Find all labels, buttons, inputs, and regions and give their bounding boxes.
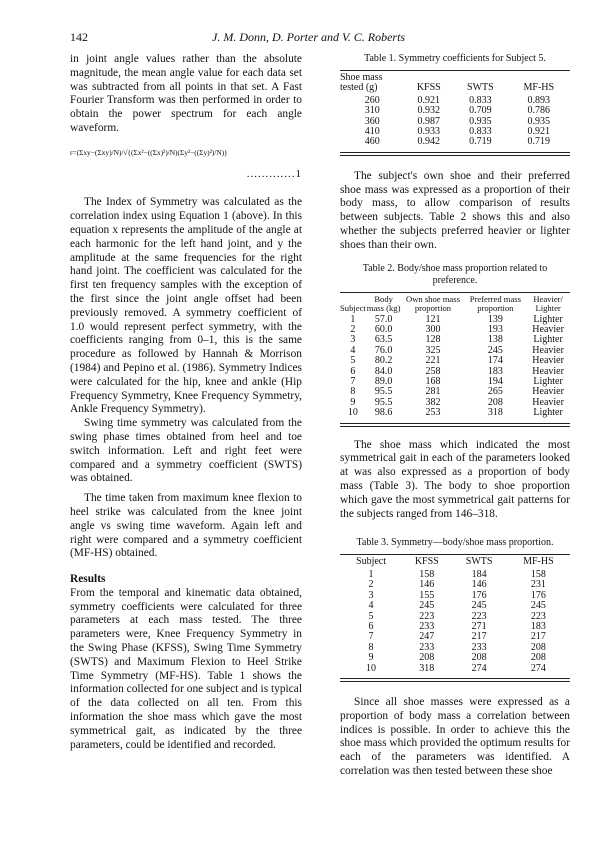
table-cell: 63.5	[374, 334, 393, 346]
table-cell: Lighter	[533, 407, 563, 419]
table-cell: Heavier	[532, 365, 564, 377]
table-cell: 95.5	[374, 396, 393, 408]
table-cell: 3	[368, 589, 374, 601]
table-cell: 0.942	[417, 136, 441, 148]
table-cell: 258	[425, 365, 441, 377]
table-cell: 146	[471, 579, 487, 591]
table-1	[340, 53, 570, 156]
table-cell: 460	[364, 136, 380, 148]
table-header: KFSS	[414, 556, 439, 568]
table-cell: 208	[530, 641, 546, 653]
table-cell: 245	[471, 600, 487, 612]
table-cell: 310	[364, 105, 380, 117]
table-header: Shoe mass tested (g)	[340, 72, 383, 94]
paragraph: From the temporal and kinematic data obtained, symmetry coefficients were calculated for three parameters at each mass tested. The three parameters were, Knee Frequency Symmetry in the Swing Phase (KFSS), Swing Time Symmetry (SWTS) and Maximum Flexion to Heel Strike Time Symmetry (MF-HS). Table 1 shows the information collected for one subject and is typical of the data collected on all ten. From this information the shoe mass which gave the most symmetrical gait, as indicated by the three parameters, could be identified and recorded.	[70, 586, 302, 751]
table-header: MF-HS	[523, 556, 554, 568]
table-cell: 184	[471, 568, 487, 580]
table-cell: 0.933	[417, 126, 441, 138]
paragraph: Since all shoe masses were expressed as a proportion of body mass a correlation between indices is possible. In order to achieve this the shoe mass which provided the optimum results for each of the parameters was identified. A correlation was then tested between these shoe	[340, 695, 570, 777]
table-cell: 382	[425, 396, 441, 408]
table-row	[340, 408, 570, 418]
table-cell: 158	[419, 568, 435, 580]
table-header: Own shoe mass proportion	[405, 293, 460, 313]
table-cell: 84.0	[374, 365, 393, 377]
table-cell: 0.719	[527, 136, 551, 148]
table-header: Preferred mass proportion	[469, 293, 521, 313]
table-caption: Table 3. Symmetry—body/shoe mass proportion.	[356, 537, 554, 549]
table-cell: 158	[530, 568, 546, 580]
table-cell: 325	[425, 344, 441, 356]
table-cell: 0.786	[527, 105, 551, 117]
table-cell: Heavier	[532, 324, 564, 336]
equation-1: r=(Σxy−(Σxy)/N)/√{(Σx²−((Σx)²)/N)(Σy²−((Σy)²)/N)}	[70, 147, 228, 157]
table-cell: 8	[368, 641, 374, 653]
table-cell: 0.833	[469, 126, 492, 138]
table-cell: 0.921	[527, 126, 551, 138]
table-cell: 139	[487, 313, 503, 325]
table-cell: 233	[419, 641, 435, 653]
table-3	[340, 537, 570, 681]
table-cell: 183	[487, 365, 503, 377]
table-cell: 176	[471, 589, 487, 601]
table-cell: 233	[419, 620, 435, 632]
table-header: Subject	[356, 556, 387, 568]
table-cell: 138	[487, 334, 503, 346]
paragraph: The time taken from maximum knee flexion to heel strike was calculated from the knee joint angle vs swing time waveform. Again left and right were compared and a symmetry coefficient (MF-HS) obtained.	[70, 492, 302, 560]
table-header: MF-HS	[523, 82, 555, 94]
table-cell: 0.921	[417, 94, 441, 106]
table-cell: 174	[487, 355, 503, 367]
table-cell: 223	[419, 610, 435, 622]
table-cell: 1	[350, 313, 356, 325]
table-cell: 7	[368, 631, 374, 643]
table-cell: 208	[471, 652, 487, 664]
table-cell: 0.935	[469, 115, 492, 127]
table-2	[340, 263, 570, 427]
table-cell: 231	[530, 579, 546, 591]
table-cell: 0.709	[469, 105, 492, 117]
table-cell: 6	[350, 365, 356, 377]
table-cell: 221	[425, 355, 441, 367]
table-cell: 318	[419, 662, 435, 674]
table-cell: 10	[366, 662, 377, 674]
table-cell: 10	[347, 407, 358, 419]
table-cell: 5	[350, 355, 356, 367]
equation-number: .............1	[246, 167, 302, 180]
table-cell: 0.719	[469, 136, 492, 148]
table-cell: 247	[419, 631, 435, 643]
table-cell: 300	[425, 324, 441, 336]
table-cell: 233	[471, 641, 487, 653]
paragraph: The subject's own shoe and their preferred shoe mass was expressed as a proportion of their body mass, to allow comparison of results between subjects. Table 2 shows this and also whether the subjects preferred heavier or lighter shoes than their own.	[340, 169, 570, 251]
table-cell: 146	[419, 579, 435, 591]
table-cell: 318	[487, 407, 503, 419]
table-caption: Table 1. Symmetry coefficients for Subject 5.	[364, 53, 546, 64]
table-cell: 245	[419, 600, 435, 612]
table-cell: Lighter	[533, 376, 563, 388]
table-cell: 3	[350, 334, 356, 346]
table-cell: 217	[530, 631, 546, 643]
paragraph: The Index of Symmetry was calculated as the correlation index using Equation 1 (above). In this equation x represents the amplitude of the angle at each harmonic for the left hand joint, and y the amplitude at the same frequencies for the right hand joint. The coefficient was calculated for the first ten frequency samples with the exception of the first since the joint angle offset had been previously removed. A symmetry coefficient of 1.0 would represent perfect symmetry, with the coefficients ranging from 0–1, this is the same procedure as followed by Hannah & Morrison (1984) and Pepino et al. (1986). Symmetry Indices were calculated for the hip, knee and ankle (Hip Frequency Symmetry, Knee Frequency Symmetry, Ankle Frequency Symmetry).	[70, 196, 302, 416]
table-header: SWTS	[467, 82, 494, 94]
table-cell: 223	[471, 610, 487, 622]
table-cell: 80.2	[374, 355, 393, 367]
table-3-grid	[340, 555, 570, 673]
table-cell: 4	[368, 600, 374, 612]
table-cell: 9	[350, 396, 356, 408]
table-cell: 193	[487, 324, 503, 336]
table-2-grid	[340, 293, 570, 419]
table-cell: 183	[530, 620, 546, 632]
paragraph: in joint angle values rather than the absolute magnitude, the mean angle value for each data set was subtracted from all points in that set. A Fast Fourier Transform was then performed in order to obtain the power spectrum for each angle waveform.	[70, 53, 302, 134]
table-1-grid	[340, 71, 570, 148]
table-header: Subject	[340, 302, 366, 313]
table-cell: 8	[350, 386, 356, 398]
table-cell: 208	[487, 396, 503, 408]
table-cell: 2	[368, 579, 374, 591]
table-row	[340, 664, 570, 674]
page-number: 142	[70, 30, 88, 44]
table-cell: 121	[425, 313, 441, 325]
table-cell: 7	[350, 376, 356, 388]
table-cell: 57.0	[374, 313, 393, 325]
table-cell: 1	[368, 568, 374, 580]
table-cell: 6	[368, 620, 374, 632]
table-cell: 155	[419, 589, 435, 601]
table-cell: 76.0	[374, 344, 393, 356]
table-header: KFSS	[416, 82, 441, 94]
table-cell: 253	[425, 407, 441, 419]
table-cell: Heavier	[532, 386, 564, 398]
table-cell: 194	[487, 376, 503, 388]
table-cell: 281	[425, 386, 441, 398]
table-cell: 265	[487, 386, 503, 398]
table-cell: 274	[471, 662, 487, 674]
table-cell: 98.6	[374, 407, 393, 419]
left-column	[70, 53, 302, 752]
table-cell: Heavier	[532, 396, 564, 408]
table-row	[340, 601, 570, 611]
right-column	[340, 53, 570, 779]
table-cell: 128	[425, 334, 441, 346]
table-cell: Lighter	[533, 334, 563, 346]
table-row	[340, 137, 570, 147]
table-cell: 9	[368, 652, 374, 664]
section-heading-results: Results	[70, 573, 106, 586]
table-caption: Table 2. Body/shoe mass proportion related to preference.	[362, 262, 548, 286]
paragraph: Swing time symmetry was calculated from the swing phase times obtained from heel and toe switch information. Left and right feet were compared and a symmetry coefficient (SWTS) was obtained.	[70, 417, 302, 485]
table-cell: 217	[471, 631, 487, 643]
table-cell: 223	[530, 610, 546, 622]
table-cell: 5	[368, 610, 374, 622]
table-cell: 2	[350, 324, 356, 336]
table-cell: 245	[530, 600, 546, 612]
table-cell: 271	[471, 620, 487, 632]
table-header: Body mass (kg)	[366, 293, 401, 313]
table-cell: 0.833	[469, 94, 492, 106]
table-cell: 245	[487, 344, 503, 356]
table-cell: 0.987	[417, 115, 441, 127]
table-cell: 4	[350, 344, 356, 356]
table-cell: 95.5	[374, 386, 393, 398]
table-cell: 208	[419, 652, 435, 664]
running-head: J. M. Donn, D. Porter and V. C. Roberts	[212, 30, 406, 44]
table-cell: 168	[425, 376, 441, 388]
table-cell: 410	[364, 126, 380, 138]
table-cell: 0.932	[417, 105, 441, 117]
table-cell: 260	[364, 94, 380, 106]
table-cell: 0.935	[527, 115, 551, 127]
table-cell: 360	[364, 115, 380, 127]
paragraph: The shoe mass which indicated the most symmetrical gait in each of the parameters looked at was also expressed as a proportion of body mass (Table 3). The body to shoe proportion which gave the most symmetrical gait patterns for the subjects ranged from 146–318.	[340, 438, 570, 520]
page-header	[70, 30, 574, 46]
table-cell: 274	[530, 662, 546, 674]
table-cell: Heavier	[532, 355, 564, 367]
table-cell: 208	[530, 652, 546, 664]
table-cell: 89.0	[374, 376, 393, 388]
table-row	[340, 653, 570, 663]
table-cell: Lighter	[533, 313, 563, 325]
table-header: SWTS	[465, 556, 493, 568]
table-header: Heavier/ Lighter	[533, 293, 563, 313]
table-cell: 0.893	[527, 94, 551, 106]
table-cell: 60.0	[374, 324, 393, 336]
table-cell: Heavier	[532, 344, 564, 356]
table-cell: 176	[530, 589, 546, 601]
